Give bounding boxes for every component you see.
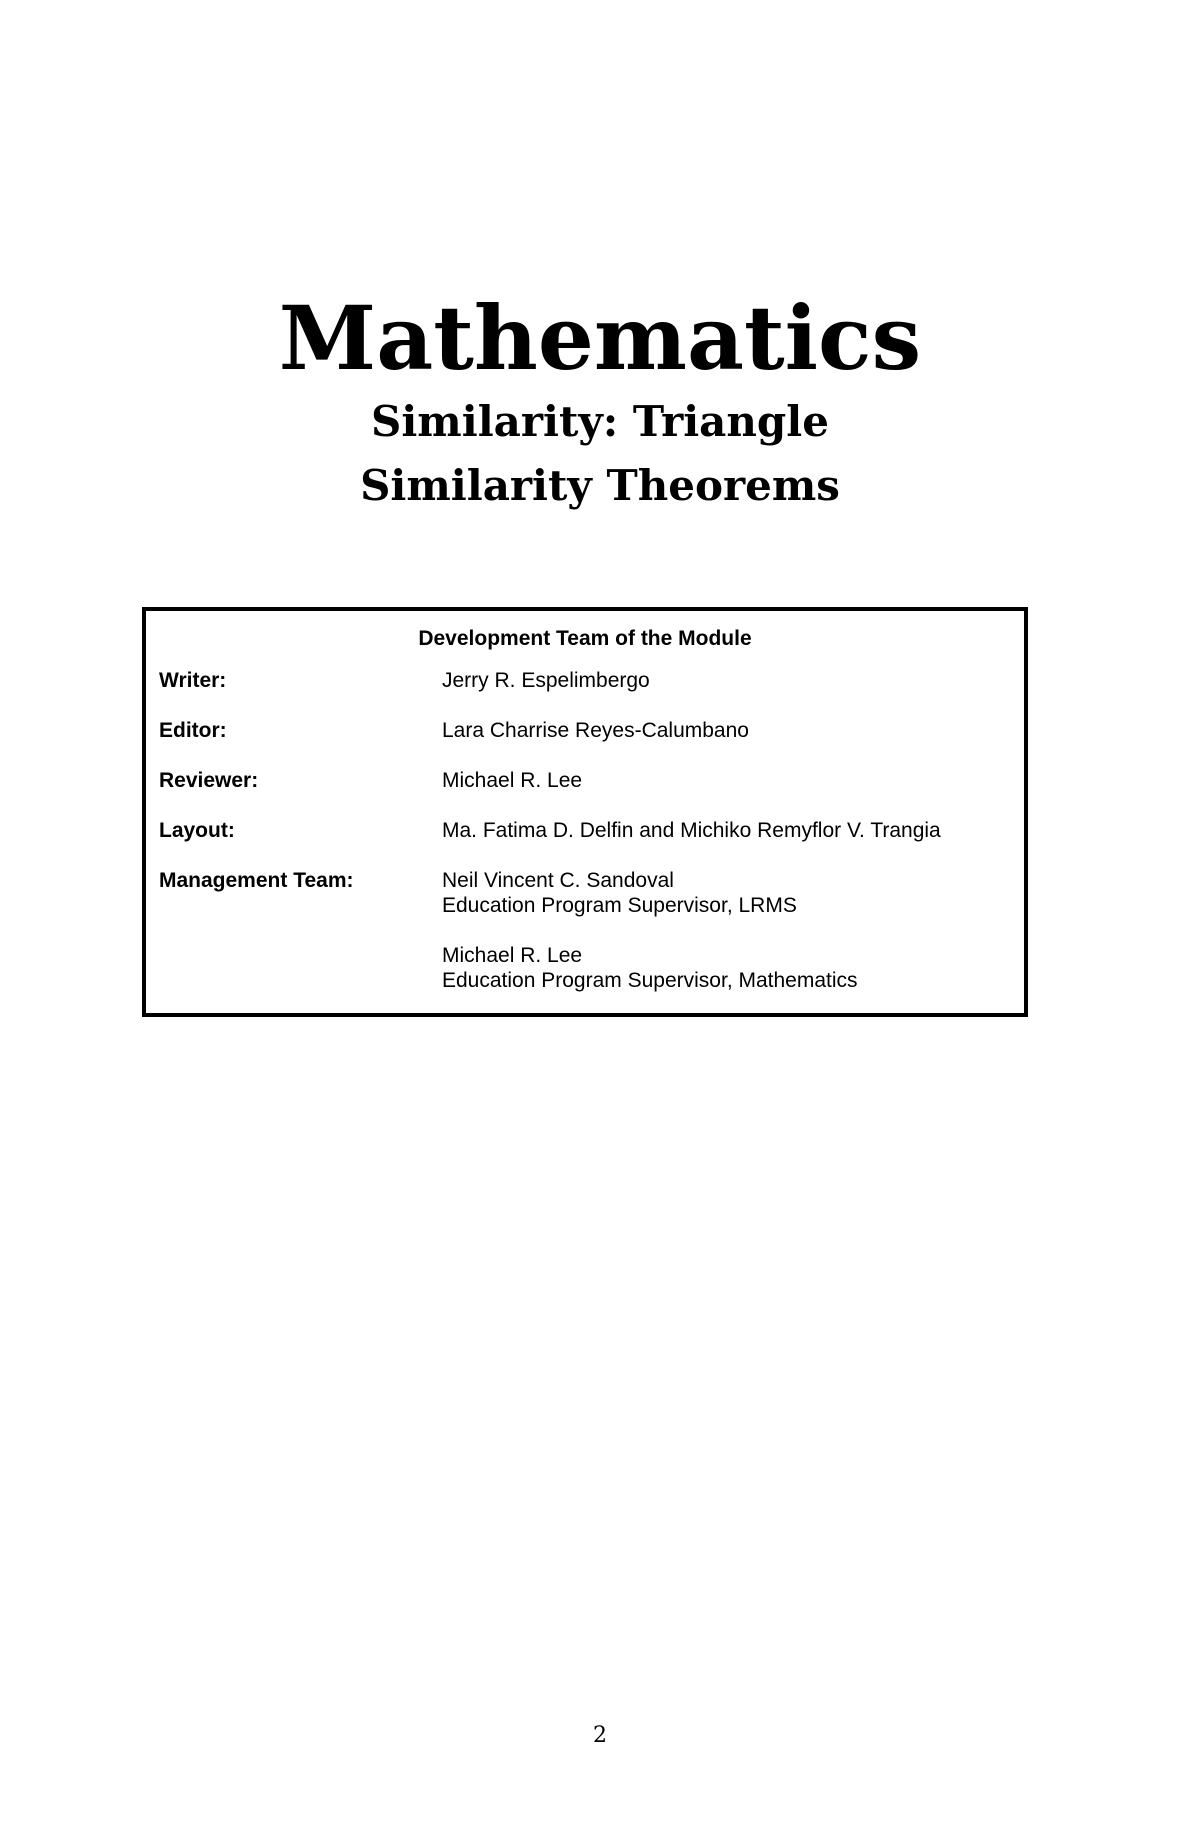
management-member-position: Education Program Supervisor, Mathematics — [442, 969, 858, 992]
page-number: 2 — [593, 1723, 607, 1748]
development-team-box — [142, 607, 1028, 1017]
document-subtitle-line-2: Similarity Theorems — [360, 461, 840, 510]
management-member-name: Neil Vincent C. Sandoval — [442, 869, 674, 892]
layout-names: Ma. Fatima D. Delfin and Michiko Remyflor V. Trangia — [442, 819, 941, 842]
editor-label: Editor: — [159, 719, 227, 742]
management-member-position: Education Program Supervisor, LRMS — [442, 894, 797, 917]
team-heading: Development Team of the Module — [418, 627, 752, 650]
document-title: Mathematics — [278, 286, 922, 390]
reviewer-name: Michael R. Lee — [442, 769, 583, 792]
writer-label: Writer: — [159, 669, 227, 692]
document-subtitle-line-1: Similarity: Triangle — [371, 397, 829, 446]
editor-name: Lara Charrise Reyes-Calumbano — [442, 719, 749, 742]
writer-name: Jerry R. Espelimbergo — [442, 669, 650, 692]
reviewer-label: Reviewer: — [159, 769, 259, 792]
layout-label: Layout: — [159, 819, 235, 842]
management-member-name: Michael R. Lee — [442, 944, 583, 967]
management-team-label: Management Team: — [159, 869, 354, 892]
